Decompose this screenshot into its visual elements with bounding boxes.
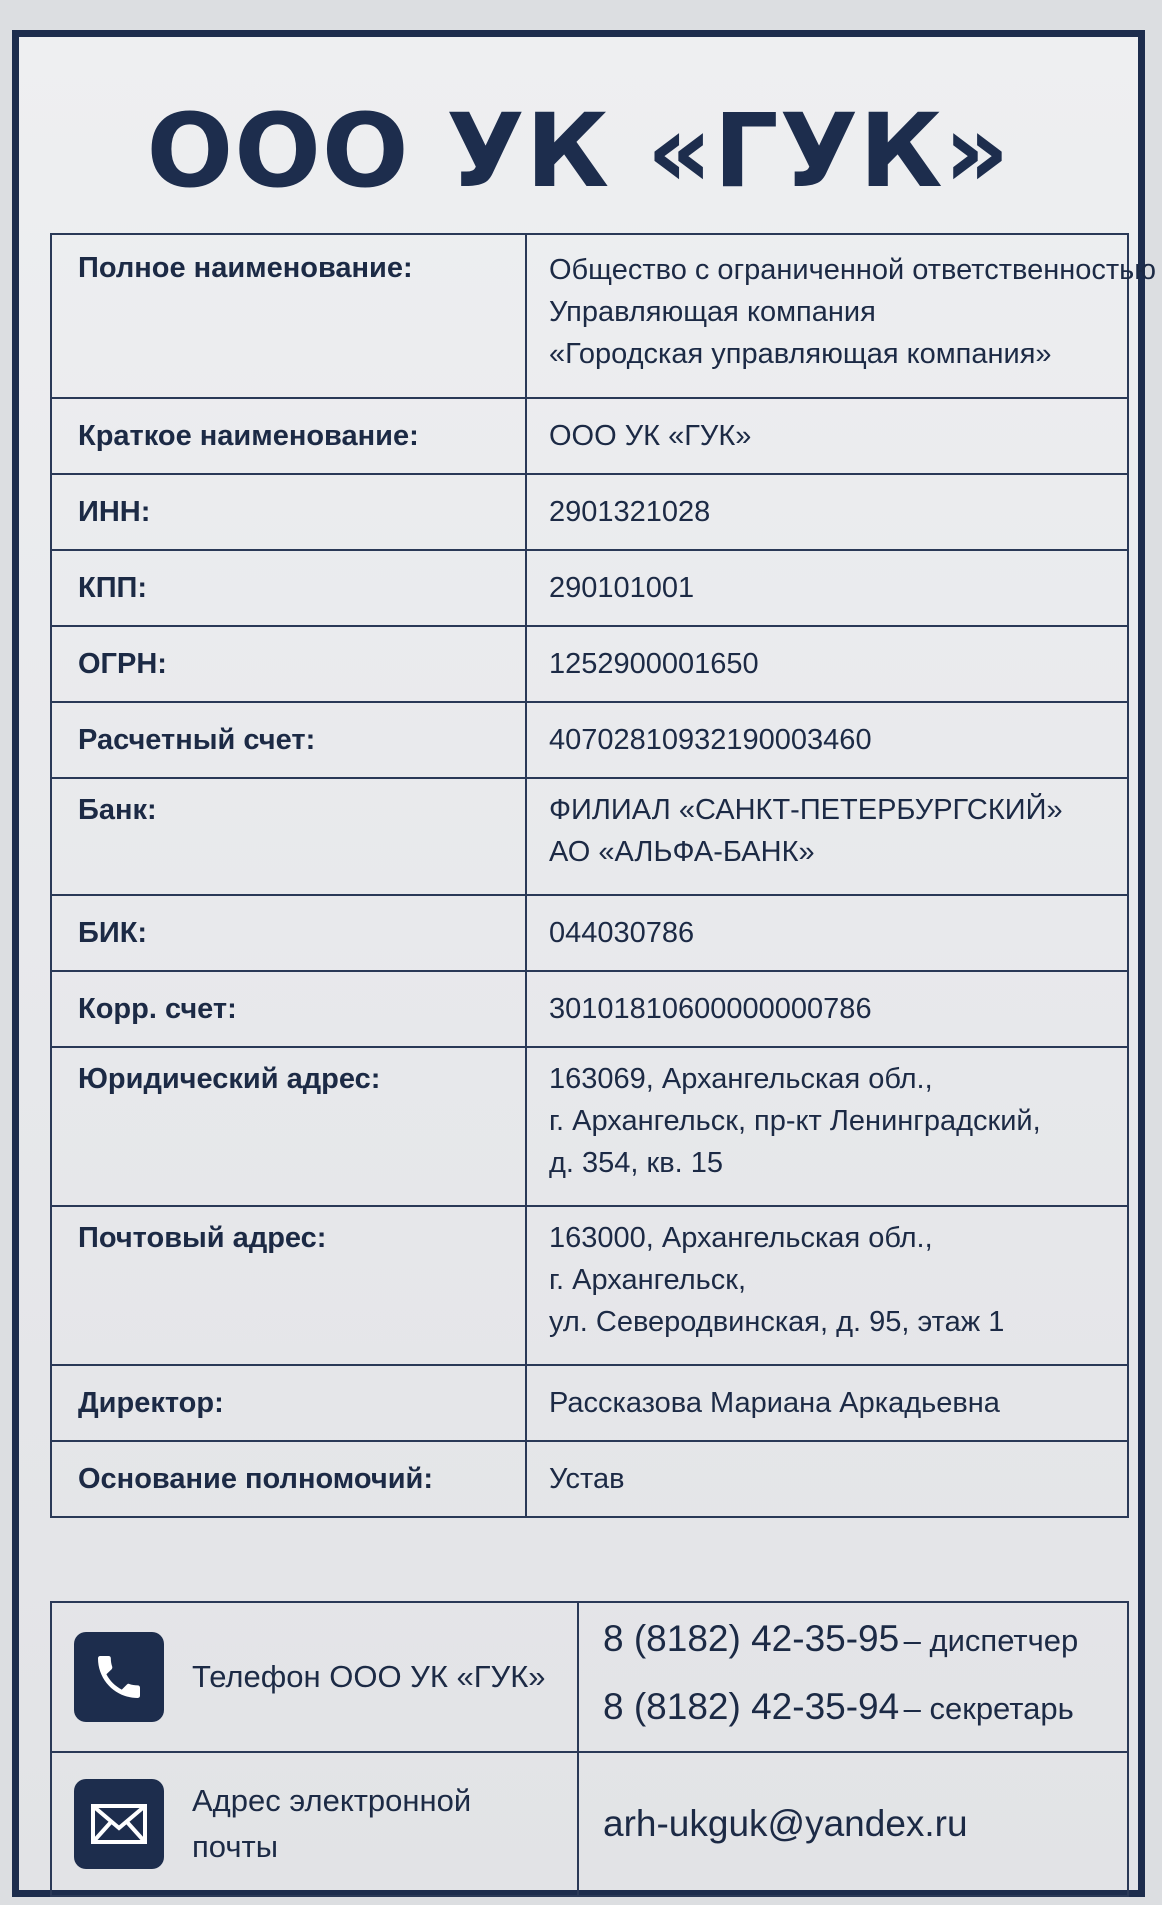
requisites-table [50,233,1157,1518]
table-row [51,1047,1128,1206]
row-label: Директор: [51,1365,526,1441]
company-title: ООО УК «ГУК» [146,92,1011,211]
row-value: 290101001 [526,550,1128,626]
phone-line [603,1609,1126,1677]
row-value: Общество с ограниченной ответственностью Управляющая компания «Городская управляющая компания» [526,234,1128,398]
email-label: Адрес электронной почты [192,1783,472,1864]
phone-line [603,1677,1126,1745]
email-cell [578,1752,1128,1896]
contact-row-email [51,1752,1128,1896]
contact-label-cell [51,1752,578,1896]
row-label: Корр. счет: [51,971,526,1047]
contact-label-cell [51,1602,578,1752]
row-label: БИК: [51,895,526,971]
table-row [51,626,1128,702]
phone-icon [74,1632,164,1722]
row-value: 163000, Архангельская обл., г. Архангельск, ул. Северодвинская, д. 95, этаж 1 [526,1206,1128,1365]
table-row [51,1206,1128,1365]
row-label: Полное наименование: [51,234,526,398]
table-row [51,1365,1128,1441]
table-row [51,234,1128,398]
phone-role: – секретарь [903,1691,1074,1726]
row-label: Краткое наименование: [51,398,526,474]
table-row [51,971,1128,1047]
table-row [51,398,1128,474]
phone-number[interactable]: 8 (8182) 42-35-94 [603,1686,900,1727]
table-row [51,1441,1128,1517]
row-value: Устав [526,1441,1128,1517]
row-value: 2901321028 [526,474,1128,550]
row-label: Основание полномочий: [51,1441,526,1517]
contacts-table [50,1601,1129,1897]
phone-number[interactable]: 8 (8182) 42-35-95 [603,1618,900,1659]
row-label: Юридический адрес: [51,1047,526,1206]
table-row [51,778,1128,895]
row-label: ОГРН: [51,626,526,702]
contact-row-phone [51,1602,1128,1752]
row-value: 044030786 [526,895,1128,971]
row-value: 30101810600000000786 [526,971,1128,1047]
phone-role: – диспетчер [903,1623,1079,1658]
row-value: ФИЛИАЛ «САНКТ-ПЕТЕРБУРГСКИЙ» АО «АЛЬФА-БАНК» [526,778,1128,895]
row-value: 40702810932190003460 [526,702,1128,778]
table-row [51,895,1128,971]
table-row [51,550,1128,626]
phone-label: Телефон ООО УК «ГУК» [192,1659,546,1694]
row-label: Расчетный счет: [51,702,526,778]
table-row [51,474,1128,550]
phone-numbers [578,1602,1128,1752]
email-address[interactable]: arh-ukguk@yandex.ru [603,1803,968,1844]
row-value: 1252900001650 [526,626,1128,702]
row-value: 163069, Архангельская обл., г. Архангельск, пр-кт Ленинградский, д. 354, кв. 15 [526,1047,1128,1206]
row-label: Банк: [51,778,526,895]
row-value: Рассказова Мариана Аркадьевна [526,1365,1128,1441]
envelope-icon [74,1779,164,1869]
info-plate [12,30,1157,1897]
row-label: ИНН: [51,474,526,550]
row-value: ООО УК «ГУК» [526,398,1128,474]
row-label: КПП: [51,550,526,626]
table-row [51,702,1128,778]
row-label: Почтовый адрес: [51,1206,526,1365]
